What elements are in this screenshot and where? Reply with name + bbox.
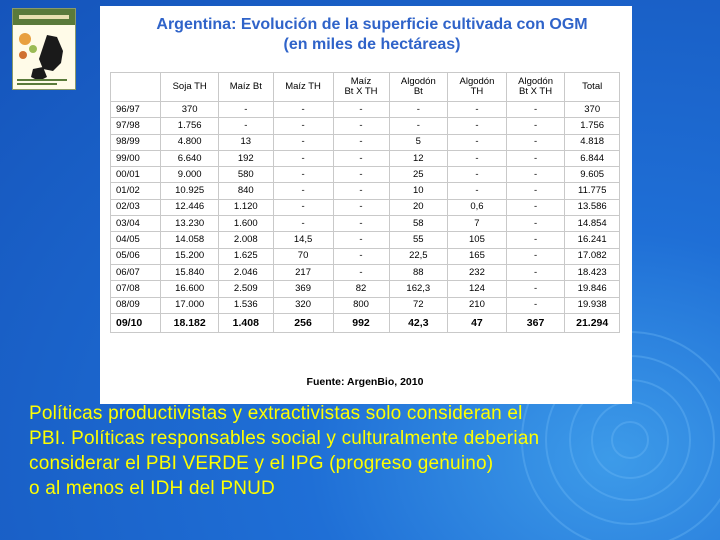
column-header-line2: Bt [413, 86, 423, 97]
table-title [116, 15, 628, 55]
table-cell: 1.408 [218, 313, 273, 332]
table-cell: - [448, 102, 507, 118]
column-header [506, 73, 565, 102]
table-cell: 256 [273, 313, 333, 332]
row-season-cell: 07/08 [111, 281, 161, 297]
table-cell: - [448, 150, 507, 166]
gmo-area-table [110, 72, 620, 333]
table-cell: - [506, 134, 565, 150]
row-season-cell: 02/03 [111, 199, 161, 215]
table-cell: 232 [448, 264, 507, 280]
table-cell: - [506, 150, 565, 166]
row-season-cell: 98/99 [111, 134, 161, 150]
table-cell: - [506, 118, 565, 134]
column-header-line2: Bt X TH [519, 86, 553, 97]
table-cell: 18.423 [565, 264, 620, 280]
row-season-cell: 00/01 [111, 167, 161, 183]
table-cell: 6.844 [565, 150, 620, 166]
table-cell: 192 [218, 150, 273, 166]
table-row [111, 134, 620, 150]
table-cell: 11.775 [565, 183, 620, 199]
table-row [111, 102, 620, 118]
table-row [111, 248, 620, 264]
caption-line: Políticas productivistas y extractivistas solo consideran el [29, 403, 523, 424]
table-cell: 72 [389, 297, 448, 313]
table-cell: 17.000 [161, 297, 219, 313]
table-cell: 840 [218, 183, 273, 199]
table-cell: 20 [389, 199, 448, 215]
table-cell: - [273, 118, 333, 134]
table-cell: 14.058 [161, 232, 219, 248]
table-cell: - [333, 102, 389, 118]
table-row [111, 232, 620, 248]
table-cell: 14,5 [273, 232, 333, 248]
row-season-cell: 08/09 [111, 297, 161, 313]
column-header-line1: Maíz TH [285, 81, 321, 92]
row-season-cell: 96/97 [111, 102, 161, 118]
table-cell: 370 [161, 102, 219, 118]
column-header [333, 73, 389, 102]
table-cell: 19.938 [565, 297, 620, 313]
table-cell: - [506, 281, 565, 297]
table-cell: - [333, 150, 389, 166]
table-cell: - [448, 183, 507, 199]
table-header [111, 73, 620, 102]
table-cell: 13.230 [161, 216, 219, 232]
table-row [111, 118, 620, 134]
row-season-cell: 99/00 [111, 150, 161, 166]
table-cell: 88 [389, 264, 448, 280]
slide-caption [29, 401, 719, 501]
table-row [111, 216, 620, 232]
table-cell: 2.509 [218, 281, 273, 297]
column-header-line2: Bt X TH [344, 86, 378, 97]
table-cell: - [333, 199, 389, 215]
table-cell: 4.818 [565, 134, 620, 150]
table-cell: - [218, 102, 273, 118]
table-cell: - [448, 134, 507, 150]
table-cell: 15.840 [161, 264, 219, 280]
table-cell: 55 [389, 232, 448, 248]
table-row [111, 297, 620, 313]
row-season-cell: 06/07 [111, 264, 161, 280]
table-cell: - [273, 150, 333, 166]
table-cell: - [506, 232, 565, 248]
table-cell: 367 [506, 313, 565, 332]
table-cell: 162,3 [389, 281, 448, 297]
table-cell: - [333, 216, 389, 232]
table-cell: 9.000 [161, 167, 219, 183]
table-cell: 2.008 [218, 232, 273, 248]
table-cell: 17.082 [565, 248, 620, 264]
table-cell: 0,6 [448, 199, 507, 215]
table-body [111, 102, 620, 333]
table-cell: 12 [389, 150, 448, 166]
title-line-2: (en miles de hectáreas) [283, 36, 461, 53]
table-cell: - [333, 183, 389, 199]
table-cell: 9.605 [565, 167, 620, 183]
table-cell: 800 [333, 297, 389, 313]
table-cell: - [273, 216, 333, 232]
table-cell: 10.925 [161, 183, 219, 199]
table-cell: - [333, 134, 389, 150]
table-cell: - [273, 183, 333, 199]
table-cell: 992 [333, 313, 389, 332]
table-cell: 6.640 [161, 150, 219, 166]
table-cell: 580 [218, 167, 273, 183]
table-cell: - [506, 167, 565, 183]
column-header-line2: TH [470, 86, 484, 97]
row-season-cell: 04/05 [111, 232, 161, 248]
table-cell: 22,5 [389, 248, 448, 264]
table-cell: 1.536 [218, 297, 273, 313]
table-row [111, 150, 620, 166]
table-row [111, 281, 620, 297]
column-header-line1: Soja TH [172, 81, 207, 92]
table-cell: 16.600 [161, 281, 219, 297]
table-cell: - [273, 134, 333, 150]
table-cell: - [333, 248, 389, 264]
table-cell: 105 [448, 232, 507, 248]
table-cell: - [506, 264, 565, 280]
row-season-cell: 03/04 [111, 216, 161, 232]
table-cell: - [389, 102, 448, 118]
column-header [273, 73, 333, 102]
table-cell: 320 [273, 297, 333, 313]
book-cover-thumbnail [12, 8, 76, 90]
row-season-cell: 01/02 [111, 183, 161, 199]
table-row [111, 167, 620, 183]
row-season-cell: 05/06 [111, 248, 161, 264]
header-row [111, 73, 620, 102]
table-cell: 370 [565, 102, 620, 118]
table-cell: 21.294 [565, 313, 620, 332]
table-cell: 369 [273, 281, 333, 297]
table-cell: 2.046 [218, 264, 273, 280]
table-cell: 16.241 [565, 232, 620, 248]
table-cell: 5 [389, 134, 448, 150]
table-cell: 165 [448, 248, 507, 264]
table-cell: - [506, 183, 565, 199]
column-header [448, 73, 507, 102]
table-cell: 10 [389, 183, 448, 199]
table-cell: 1.625 [218, 248, 273, 264]
table-cell: 13 [218, 134, 273, 150]
column-header [565, 73, 620, 102]
table-cell: 47 [448, 313, 507, 332]
table-cell: 70 [273, 248, 333, 264]
table-cell: 58 [389, 216, 448, 232]
caption-line: o al menos el IDH del PNUD [29, 478, 275, 499]
caption-line: considerar el PBI VERDE y el IPG (progreso genuino) [29, 453, 494, 474]
table-cell: 12.446 [161, 199, 219, 215]
table-cell: 124 [448, 281, 507, 297]
table-cell: 15.200 [161, 248, 219, 264]
table-cell: 1.120 [218, 199, 273, 215]
table-cell: 210 [448, 297, 507, 313]
table-row [111, 313, 620, 332]
map-silhouette-icon [13, 25, 75, 89]
column-header [161, 73, 219, 102]
table-cell: 1.600 [218, 216, 273, 232]
table-cell: 25 [389, 167, 448, 183]
table-cell: 82 [333, 281, 389, 297]
column-header-line1: Algodón [459, 76, 495, 87]
table-cell: 42,3 [389, 313, 448, 332]
table-cell: - [506, 199, 565, 215]
table-cell: 7 [448, 216, 507, 232]
title-line-1: Argentina: Evolución de la superficie cultivada con OGM [156, 16, 588, 33]
column-header [218, 73, 273, 102]
table-cell: 18.182 [161, 313, 219, 332]
table-cell: 19.846 [565, 281, 620, 297]
column-header-line1: Algodón [518, 76, 553, 87]
table-cell: 1.756 [565, 118, 620, 134]
table-cell: - [333, 232, 389, 248]
table-cell: - [506, 216, 565, 232]
table-cell: - [333, 118, 389, 134]
source-note: Fuente: ArgenBio, 2010 [306, 376, 424, 388]
table-cell: 13.586 [565, 199, 620, 215]
table-cell: - [273, 102, 333, 118]
column-header [389, 73, 448, 102]
table-cell: 4.800 [161, 134, 219, 150]
table-cell: - [333, 167, 389, 183]
table-row [111, 199, 620, 215]
column-header-line1: Total [582, 81, 603, 92]
table-cell: - [506, 248, 565, 264]
table-cell: - [448, 167, 507, 183]
table-cell: 14.854 [565, 216, 620, 232]
column-header [111, 73, 161, 102]
table-cell: - [333, 264, 389, 280]
table-cell: - [448, 118, 507, 134]
table-cell: 1.756 [161, 118, 219, 134]
column-header-line1: Maíz Bt [229, 81, 262, 92]
column-header-line1: Algodón [400, 76, 436, 87]
row-season-cell: 09/10 [111, 313, 161, 332]
column-header-line1: Maíz [350, 76, 372, 87]
caption-line: PBI. Políticas responsables social y culturalmente deberian [29, 428, 540, 449]
table-cell: - [506, 102, 565, 118]
row-season-cell: 97/98 [111, 118, 161, 134]
table-row [111, 264, 620, 280]
table-cell: - [389, 118, 448, 134]
table-cell: - [218, 118, 273, 134]
table-cell: - [506, 297, 565, 313]
table-cell: 217 [273, 264, 333, 280]
table-row [111, 183, 620, 199]
table-cell: - [273, 199, 333, 215]
table-cell: - [273, 167, 333, 183]
